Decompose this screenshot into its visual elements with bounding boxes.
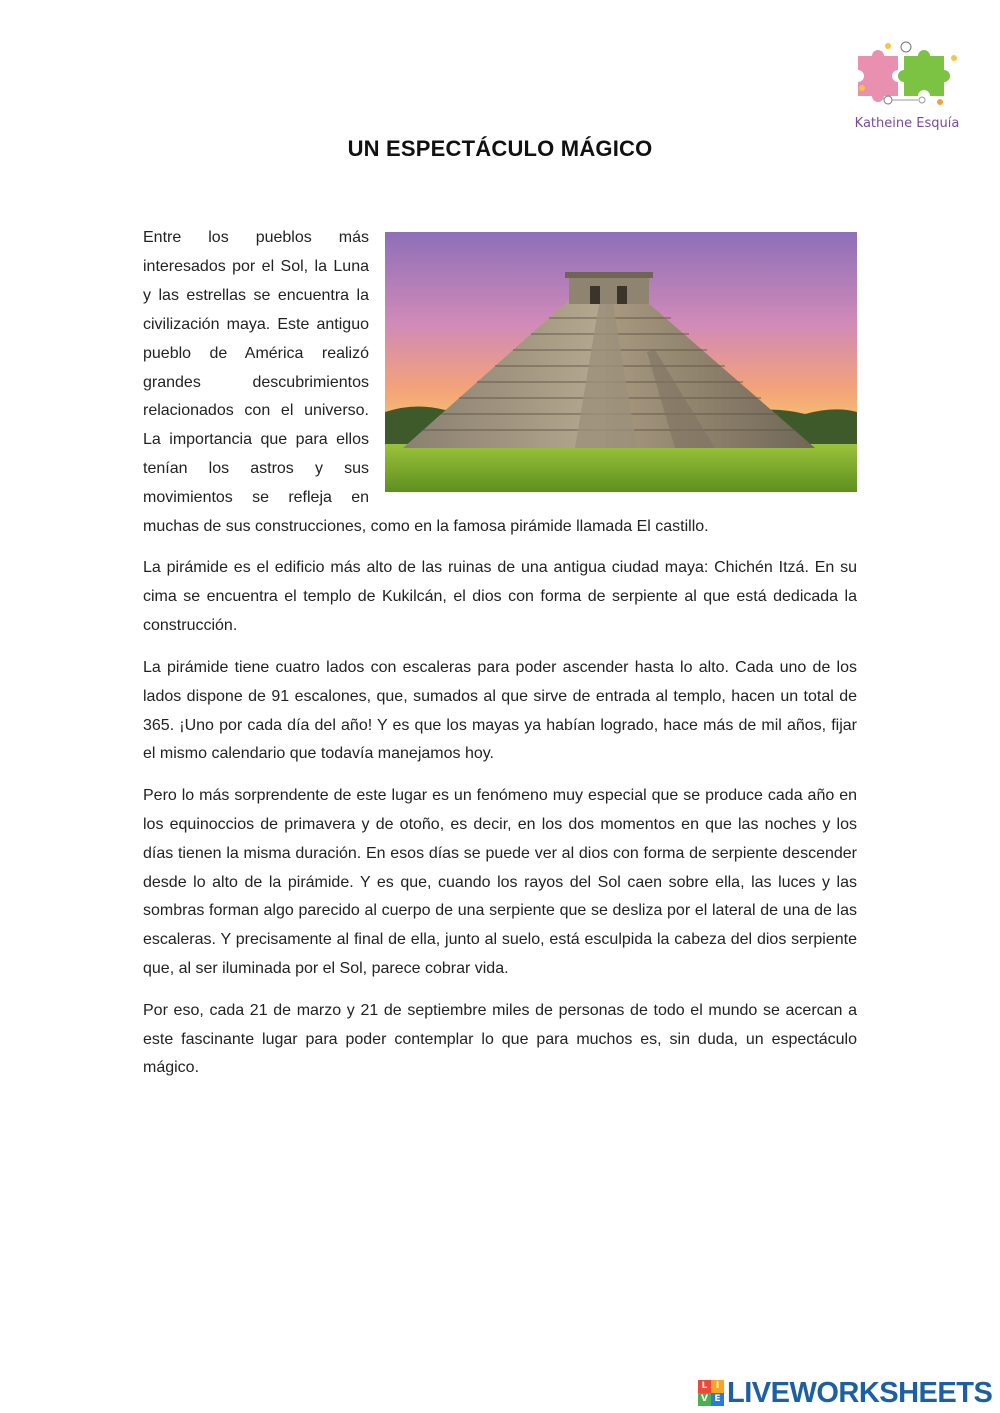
paragraph-3: La pirámide tiene cuatro lados con escaleras para poder ascender hasta lo alto. Cada uno de los lados dispone de 91 escalones, que, sumados al que sirve de entrada al templo, hacen un total de 365. ¡Uno por cada día del año! Y es que los mayas ya habían logrado, hace más de mil años, fijar el mismo calendario que todavía manejamos hoy.: [143, 658, 857, 763]
live-badge-icon: [698, 1380, 724, 1406]
paragraph-4: Pero lo más sorprendente de este lugar es un fenómeno muy especial que se produce cada año en los equinoccios de primavera y de otoño, es decir, en los dos momentos en que las noches y los días tienen la misma duración. En esos días se puede ver al dios con forma de serpiente descender desde lo alto de la pirámide. Y es que, cuando los rayos del Sol caen sobre ella, las luces y las sombras forman algo parecido al cuerpo de una serpiente que se desliza por el lateral de una de las escaleras. Y precisamente al final de ella, junto al suelo, está esculpida la cabeza del dios serpiente que, al ser iluminada por el Sol, parece cobrar vida.: [143, 786, 857, 978]
badge-letter-i: I: [711, 1380, 724, 1393]
badge-letter-e: E: [711, 1393, 724, 1406]
puzzle-icon: [848, 38, 966, 114]
liveworksheets-logo: [698, 1378, 992, 1408]
pyramid-image: [385, 232, 857, 492]
badge-letter-v: V: [698, 1393, 711, 1406]
brand-text: LIVEWORKSHEETS: [727, 1376, 993, 1409]
badge-letter-l: L: [698, 1380, 711, 1393]
article-body: [143, 224, 857, 1096]
page-title: UN ESPECTÁCULO MÁGICO: [347, 136, 653, 161]
paragraph-1: Entre los pueblos más interesados por el Sol, la Luna y las estrellas se encuentra la civilización maya. Este antiguo pueblo de América realizó grandes descubrimientos relacionados con el universo. La importancia que para ellos tenían los astros y sus movimientos se refleja en muchas de sus construcciones, como en la famosa pirámide llamada El castillo.: [143, 229, 709, 536]
author-logo: [848, 38, 966, 138]
paragraph-2: La pirámide es el edificio más alto de las ruinas de una antigua ciudad maya: Chichén Itzá. En su cima se encuentra el templo de Kukilcán, el dios con forma de serpiente al que está dedicada la construcción.: [143, 559, 857, 635]
paragraph-5: Por eso, cada 21 de marzo y 21 de septiembre miles de personas de todo el mundo se acercan a este fascinante lugar para poder contemplar lo que para muchos es, sin duda, un espectáculo mágico.: [143, 1001, 857, 1077]
logo-caption: Katheine Esquía: [854, 116, 960, 131]
